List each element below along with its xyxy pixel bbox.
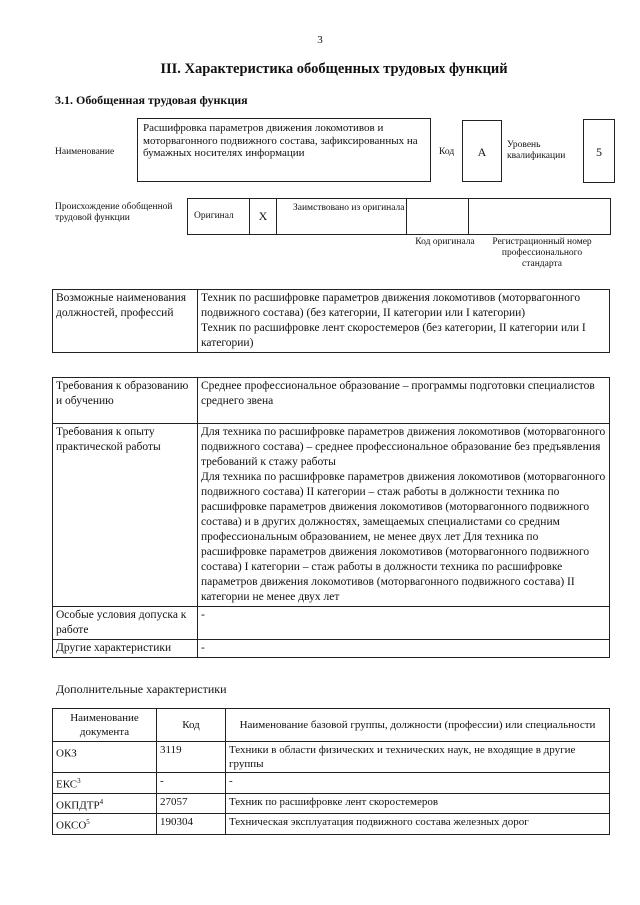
table-header-row [53,709,610,742]
page-number: 3 [317,34,323,46]
row-name: - [226,773,610,794]
table-row [53,607,610,640]
function-name-value: Расшифровка параметров движения локомотивов и моторвагонного подвижного состава, зафиксированных на бумажных носителях информации [137,118,431,182]
row-doc: ЕКС$^3$ [53,773,157,794]
row-code: - [157,773,226,794]
row-name: Техник по расшифровке лент скоростемеров [226,793,610,814]
row-doc: ОКЗ [53,742,157,773]
additional-characteristics-title: Дополнительные характеристики [56,682,227,696]
positions-table [52,289,610,353]
origin-row [187,198,611,235]
function-code-value: А [462,120,502,182]
origin-reg-cell [469,199,610,234]
education-label: Требования к образованию и обучению [53,378,198,424]
subsection-title: 3.1. Обобщенная трудовая функция [55,93,248,107]
origin-code-caption: Код оригинала [415,237,475,247]
table-row [53,290,610,353]
table-row [53,424,610,607]
table-row [53,793,610,814]
header-group-name: Наименование базовой группы, должности (профессии) или специальности [226,709,610,742]
name-label: Наименование [55,147,115,157]
origin-reg-caption: Регистрационный номер профессионального стандарта [492,237,592,269]
experience-label: Требования к опыту практической работы [53,424,198,607]
header-document: Наименование документа [53,709,157,742]
table-row [53,378,610,424]
positions-label: Возможные наименования должностей, профессий [53,290,198,353]
original-label: Оригинал [188,199,250,234]
borrowed-label: Заимствовано из оригинала [277,199,407,234]
row-doc: ОКСО$^5$ [53,814,157,835]
code-label: Код [439,147,455,157]
header-code: Код [157,709,226,742]
row-code: 190304 [157,814,226,835]
row-code: 27057 [157,793,226,814]
original-mark: X [250,199,277,234]
experience-value: Для техника по расшифровке параметров движения локомотивов (моторвагонного подвижного состава) – среднее профессиональное образование без предъявления требований к стажу работы Для техника по расшифровке параметров движения локомотивов (моторвагонного подвижного состава) II категории – стаж работы в должности техника по расшифровке параметров движения локомотивов (моторвагонного подвижного состава) и в других должностях, замещаемых специалистами со средним профессиональным образованием, не менее двух лет Для техника по расшифровке параметров движения локомотивов (моторвагонного подвижного состава) I категории – стаж работы в должности техника по расшифровке параметров движения локомотивов (моторвагонного подвижного состава) II категории не менее двух лет [198,424,610,607]
other-characteristics-value: - [198,640,610,658]
requirements-table [52,377,610,658]
special-conditions-value: - [198,607,610,640]
origin-code-cell [407,199,469,234]
origin-label: Происхождение обобщенной трудовой функции [55,202,173,223]
other-characteristics-label: Другие характеристики [53,640,198,658]
level-label: Уровень квалификации [507,140,566,161]
education-value: Среднее профессиональное образование – программы подготовки специалистов среднего звена [198,378,610,424]
positions-value: Техник по расшифровке параметров движения локомотивов (моторвагонного подвижного состава) (без категории, II категории или I категории) Техник по расшифровке лент скоростемеров (без категории, II категории или I категории) [198,290,610,353]
special-conditions-label: Особые условия допуска к работе [53,607,198,640]
table-row [53,773,610,794]
row-name: Техническая эксплуатация подвижного состава железных дорог [226,814,610,835]
row-name: Техники в области физических и технических наук, не входящие в другие группы [226,742,610,773]
row-doc: ОКПДТР$^4$ [53,793,157,814]
table-row [53,742,610,773]
row-code: 3119 [157,742,226,773]
additional-characteristics-table [52,708,610,835]
table-row [53,640,610,658]
qualification-level-value: 5 [583,119,615,183]
table-row [53,814,610,835]
section-title: III. Характеристика обобщенных трудовых функций [160,61,508,77]
